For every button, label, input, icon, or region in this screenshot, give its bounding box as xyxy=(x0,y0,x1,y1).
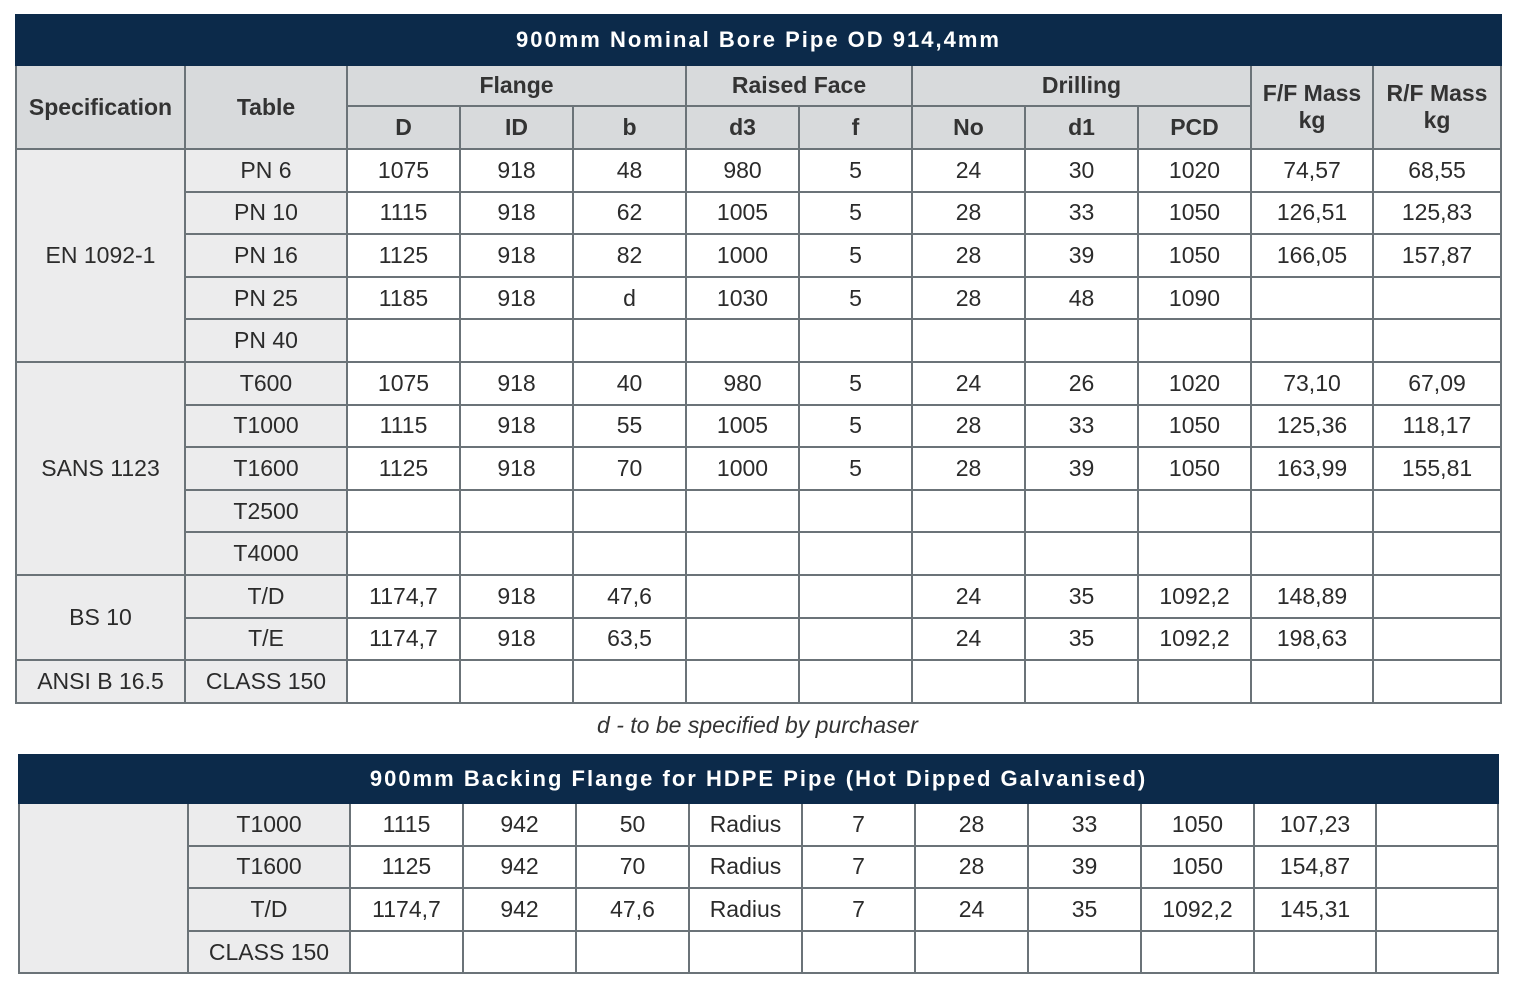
cell-PCD: 1092,2 xyxy=(1141,888,1254,931)
cell-f: 5 xyxy=(799,149,912,192)
cell-No: 28 xyxy=(915,846,1028,889)
cell-ID: 918 xyxy=(460,447,573,490)
cell-b: 40 xyxy=(573,362,686,405)
cell-d3: 1000 xyxy=(686,234,799,277)
cell-f xyxy=(799,575,912,618)
cell-rf-mass xyxy=(1376,803,1498,846)
cell-f: 5 xyxy=(799,277,912,320)
cell-rf-mass: 125,83 xyxy=(1373,192,1501,235)
header-table: Table xyxy=(185,65,347,149)
cell-No: 28 xyxy=(912,277,1025,320)
cell-D: 1125 xyxy=(347,447,460,490)
cell-rf-mass xyxy=(1373,490,1501,533)
cell-No: 24 xyxy=(912,575,1025,618)
table-row xyxy=(16,319,1501,362)
table-row xyxy=(16,149,1501,192)
cell-ff-mass: 154,87 xyxy=(1254,846,1376,889)
cell-PCD: 1050 xyxy=(1138,234,1251,277)
cell-b: 63,5 xyxy=(573,618,686,661)
cell-f: 5 xyxy=(799,405,912,448)
cell-b xyxy=(573,319,686,362)
header-rf-mass-label: R/F Mass xyxy=(1386,80,1488,106)
cell-f xyxy=(799,490,912,533)
cell-d3: Radius xyxy=(689,888,802,931)
cell-ff-mass xyxy=(1251,660,1373,703)
spec-cell: EN 1092-1 xyxy=(16,149,185,362)
cell-ff-mass: 163,99 xyxy=(1251,447,1373,490)
cell-d1 xyxy=(1025,490,1138,533)
cell-b: 55 xyxy=(573,405,686,448)
cell-f: 5 xyxy=(799,234,912,277)
cell-rf-mass xyxy=(1376,931,1498,974)
table-row xyxy=(19,803,1498,846)
header-D: D xyxy=(347,106,460,149)
cell-table: CLASS 150 xyxy=(188,931,350,974)
cell-d3 xyxy=(689,931,802,974)
cell-ID: 942 xyxy=(463,803,576,846)
cell-rf-mass xyxy=(1373,618,1501,661)
cell-rf-mass: 155,81 xyxy=(1373,447,1501,490)
cell-d1: 39 xyxy=(1028,846,1141,889)
cell-ID: 918 xyxy=(460,362,573,405)
cell-D xyxy=(347,490,460,533)
cell-d1: 35 xyxy=(1028,888,1141,931)
cell-d1 xyxy=(1025,660,1138,703)
cell-ff-mass: 145,31 xyxy=(1254,888,1376,931)
cell-rf-mass xyxy=(1373,277,1501,320)
cell-d3 xyxy=(686,532,799,575)
cell-f xyxy=(799,660,912,703)
backing-flange-table xyxy=(18,754,1499,974)
cell-PCD: 1050 xyxy=(1138,447,1251,490)
table-row xyxy=(19,846,1498,889)
cell-rf-mass: 68,55 xyxy=(1373,149,1501,192)
cell-PCD: 1090 xyxy=(1138,277,1251,320)
cell-b: 70 xyxy=(576,846,689,889)
cell-D xyxy=(350,931,463,974)
cell-b: 47,6 xyxy=(576,888,689,931)
cell-ff-mass: 125,36 xyxy=(1251,405,1373,448)
cell-D: 1075 xyxy=(347,149,460,192)
header-ff-mass xyxy=(1251,65,1373,149)
cell-ff-mass xyxy=(1251,532,1373,575)
cell-rf-mass xyxy=(1376,888,1498,931)
footnote: d - to be specified by purchaser xyxy=(597,712,918,738)
cell-D xyxy=(347,319,460,362)
table-row xyxy=(16,447,1501,490)
cell-table: T2500 xyxy=(185,490,347,533)
cell-ff-mass xyxy=(1251,277,1373,320)
cell-d3 xyxy=(686,618,799,661)
cell-table: T/E xyxy=(185,618,347,661)
cell-table: T/D xyxy=(188,888,350,931)
cell-ID: 918 xyxy=(460,149,573,192)
header-ID: ID xyxy=(460,106,573,149)
cell-rf-mass xyxy=(1373,660,1501,703)
cell-d1: 26 xyxy=(1025,362,1138,405)
cell-b: 48 xyxy=(573,149,686,192)
cell-table: CLASS 150 xyxy=(185,660,347,703)
cell-b: 62 xyxy=(573,192,686,235)
cell-d3: Radius xyxy=(689,846,802,889)
cell-D: 1174,7 xyxy=(350,888,463,931)
cell-ff-mass: 166,05 xyxy=(1251,234,1373,277)
cell-b: 47,6 xyxy=(573,575,686,618)
cell-PCD xyxy=(1138,532,1251,575)
cell-rf-mass: 157,87 xyxy=(1373,234,1501,277)
cell-ID xyxy=(463,931,576,974)
cell-No xyxy=(912,319,1025,362)
header-flange: Flange xyxy=(347,65,686,106)
cell-D: 1185 xyxy=(347,277,460,320)
cell-PCD: 1092,2 xyxy=(1138,618,1251,661)
cell-ID: 918 xyxy=(460,192,573,235)
cell-d3: 1005 xyxy=(686,405,799,448)
header-rf-mass-unit: kg xyxy=(1423,107,1451,133)
cell-PCD: 1050 xyxy=(1141,803,1254,846)
cell-ID xyxy=(460,532,573,575)
cell-ff-mass: 73,10 xyxy=(1251,362,1373,405)
spec-cell: ANSI B 16.5 xyxy=(16,660,185,703)
cell-d1 xyxy=(1028,931,1141,974)
cell-d1: 39 xyxy=(1025,234,1138,277)
table-row xyxy=(16,618,1501,661)
cell-d1: 33 xyxy=(1025,405,1138,448)
cell-d1: 35 xyxy=(1025,618,1138,661)
cell-b xyxy=(573,490,686,533)
table-row xyxy=(16,490,1501,533)
cell-PCD: 1092,2 xyxy=(1138,575,1251,618)
spec-cell: SANS 1123 xyxy=(16,362,185,575)
cell-table: PN 6 xyxy=(185,149,347,192)
cell-d1 xyxy=(1025,319,1138,362)
cell-D xyxy=(347,660,460,703)
cell-b: 50 xyxy=(576,803,689,846)
cell-f: 5 xyxy=(799,192,912,235)
cell-No: 24 xyxy=(912,362,1025,405)
cell-d1: 35 xyxy=(1025,575,1138,618)
cell-table: T1000 xyxy=(185,405,347,448)
header-f: f xyxy=(799,106,912,149)
cell-f xyxy=(799,532,912,575)
cell-No xyxy=(912,532,1025,575)
cell-D: 1075 xyxy=(347,362,460,405)
cell-rf-mass: 118,17 xyxy=(1373,405,1501,448)
cell-d1: 30 xyxy=(1025,149,1138,192)
table-row xyxy=(16,277,1501,320)
backing-table-title: 900mm Backing Flange for HDPE Pipe (Hot Dipped Galvanised) xyxy=(19,755,1498,803)
cell-ID: 918 xyxy=(460,575,573,618)
cell-table: T/D xyxy=(185,575,347,618)
cell-table: PN 10 xyxy=(185,192,347,235)
cell-No xyxy=(912,660,1025,703)
cell-ID: 942 xyxy=(463,846,576,889)
cell-f xyxy=(799,618,912,661)
cell-d1: 33 xyxy=(1028,803,1141,846)
header-b: b xyxy=(573,106,686,149)
cell-ff-mass xyxy=(1251,490,1373,533)
cell-d3: Radius xyxy=(689,803,802,846)
header-d1: d1 xyxy=(1025,106,1138,149)
cell-f: 7 xyxy=(802,846,915,889)
header-rf-mass xyxy=(1373,65,1501,149)
cell-d3: 1005 xyxy=(686,192,799,235)
cell-table: T1600 xyxy=(188,846,350,889)
table-row xyxy=(19,888,1498,931)
cell-b xyxy=(573,532,686,575)
header-PCD: PCD xyxy=(1138,106,1251,149)
cell-b: d xyxy=(573,277,686,320)
header-No: No xyxy=(912,106,1025,149)
cell-No xyxy=(912,490,1025,533)
cell-ff-mass: 74,57 xyxy=(1251,149,1373,192)
cell-D: 1174,7 xyxy=(347,618,460,661)
table-row xyxy=(16,405,1501,448)
cell-D: 1115 xyxy=(347,192,460,235)
cell-rf-mass xyxy=(1373,575,1501,618)
cell-No: 24 xyxy=(915,888,1028,931)
cell-ID: 942 xyxy=(463,888,576,931)
cell-No: 24 xyxy=(912,149,1025,192)
header-ff-mass-unit: kg xyxy=(1298,107,1326,133)
cell-rf-mass: 67,09 xyxy=(1373,362,1501,405)
cell-d3: 1030 xyxy=(686,277,799,320)
cell-PCD: 1050 xyxy=(1138,405,1251,448)
spec-cell-empty xyxy=(19,803,188,973)
cell-No: 28 xyxy=(912,405,1025,448)
cell-PCD xyxy=(1138,660,1251,703)
cell-b xyxy=(573,660,686,703)
cell-table: T1000 xyxy=(188,803,350,846)
cell-PCD xyxy=(1138,490,1251,533)
cell-ff-mass: 126,51 xyxy=(1251,192,1373,235)
cell-d3: 980 xyxy=(686,149,799,192)
cell-ff-mass xyxy=(1254,931,1376,974)
table-title: 900mm Nominal Bore Pipe OD 914,4mm xyxy=(16,15,1501,65)
cell-ID xyxy=(460,660,573,703)
cell-ID xyxy=(460,319,573,362)
cell-b xyxy=(576,931,689,974)
cell-f: 5 xyxy=(799,447,912,490)
cell-table: T4000 xyxy=(185,532,347,575)
cell-d3 xyxy=(686,575,799,618)
cell-d3 xyxy=(686,490,799,533)
header-drilling: Drilling xyxy=(912,65,1251,106)
cell-d3: 1000 xyxy=(686,447,799,490)
cell-table: PN 16 xyxy=(185,234,347,277)
cell-table: T1600 xyxy=(185,447,347,490)
header-specification: Specification xyxy=(16,65,185,149)
cell-PCD: 1020 xyxy=(1138,362,1251,405)
flange-dimensions-table xyxy=(15,14,1502,704)
cell-PCD: 1020 xyxy=(1138,149,1251,192)
cell-d3 xyxy=(686,319,799,362)
table-row xyxy=(16,532,1501,575)
cell-ff-mass: 148,89 xyxy=(1251,575,1373,618)
cell-b: 70 xyxy=(573,447,686,490)
header-ff-mass-label: F/F Mass xyxy=(1262,80,1362,106)
cell-D: 1125 xyxy=(347,234,460,277)
cell-D: 1174,7 xyxy=(347,575,460,618)
cell-ID: 918 xyxy=(460,277,573,320)
cell-ff-mass xyxy=(1251,319,1373,362)
header-d3: d3 xyxy=(686,106,799,149)
cell-d1: 39 xyxy=(1025,447,1138,490)
cell-table: T600 xyxy=(185,362,347,405)
cell-rf-mass xyxy=(1373,319,1501,362)
cell-No: 28 xyxy=(915,803,1028,846)
cell-D: 1125 xyxy=(350,846,463,889)
table-row xyxy=(16,362,1501,405)
cell-PCD xyxy=(1141,931,1254,974)
cell-PCD: 1050 xyxy=(1138,192,1251,235)
table-row xyxy=(16,234,1501,277)
cell-PCD xyxy=(1138,319,1251,362)
cell-No: 28 xyxy=(912,192,1025,235)
cell-rf-mass xyxy=(1373,532,1501,575)
cell-ff-mass: 107,23 xyxy=(1254,803,1376,846)
cell-d3: 980 xyxy=(686,362,799,405)
table-row xyxy=(16,660,1501,703)
cell-rf-mass xyxy=(1376,846,1498,889)
cell-f xyxy=(802,931,915,974)
cell-f: 5 xyxy=(799,362,912,405)
cell-d3 xyxy=(686,660,799,703)
cell-ID: 918 xyxy=(460,618,573,661)
spec-cell: BS 10 xyxy=(16,575,185,660)
cell-No: 28 xyxy=(912,234,1025,277)
cell-D xyxy=(347,532,460,575)
cell-No: 28 xyxy=(912,447,1025,490)
cell-ID: 918 xyxy=(460,405,573,448)
cell-f: 7 xyxy=(802,803,915,846)
cell-PCD: 1050 xyxy=(1141,846,1254,889)
cell-D: 1115 xyxy=(350,803,463,846)
table-row xyxy=(16,192,1501,235)
cell-d1 xyxy=(1025,532,1138,575)
cell-ID xyxy=(460,490,573,533)
table-row xyxy=(19,931,1498,974)
cell-table: PN 25 xyxy=(185,277,347,320)
cell-f xyxy=(799,319,912,362)
cell-D: 1115 xyxy=(347,405,460,448)
cell-No xyxy=(915,931,1028,974)
cell-b: 82 xyxy=(573,234,686,277)
cell-d1: 48 xyxy=(1025,277,1138,320)
header-raised-face: Raised Face xyxy=(686,65,912,106)
cell-f: 7 xyxy=(802,888,915,931)
cell-No: 24 xyxy=(912,618,1025,661)
cell-ID: 918 xyxy=(460,234,573,277)
table-row xyxy=(16,575,1501,618)
cell-ff-mass: 198,63 xyxy=(1251,618,1373,661)
cell-table: PN 40 xyxy=(185,319,347,362)
cell-d1: 33 xyxy=(1025,192,1138,235)
